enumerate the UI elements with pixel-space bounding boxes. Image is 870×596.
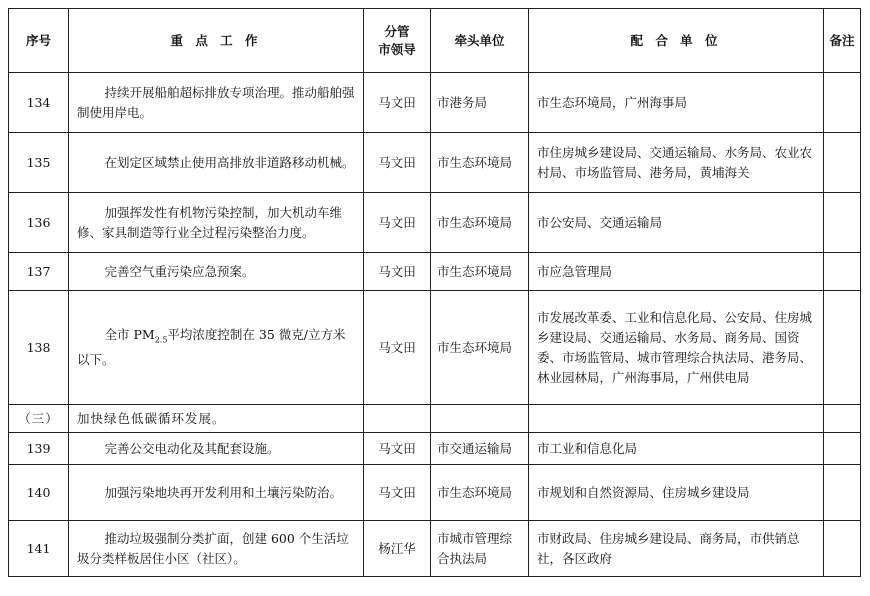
section-empty-cell xyxy=(824,405,861,433)
table-row xyxy=(9,193,861,253)
row-partners: 市工业和信息化局 xyxy=(529,433,824,465)
row-leader: 马文田 xyxy=(364,133,431,193)
row-remarks xyxy=(824,193,861,253)
header-task: 重 点 工 作 xyxy=(69,9,364,73)
table-row xyxy=(9,521,861,577)
section-title: 加快绿色低碳循环发展。 xyxy=(69,405,364,433)
row-remarks xyxy=(824,133,861,193)
row-num: 136 xyxy=(9,193,69,253)
row-task-part-b: 平均浓度控制在 35 微克/立方米以下。 xyxy=(77,326,346,368)
row-remarks xyxy=(824,465,861,521)
header-remarks: 备注 xyxy=(824,9,861,73)
row-lead-unit: 市生态环境局 xyxy=(431,465,529,521)
row-task: 完善公交电动化及其配套设施。 xyxy=(69,433,364,465)
row-lead-unit: 市城市管理综合执法局 xyxy=(431,521,529,577)
row-num: 135 xyxy=(9,133,69,193)
row-num: 137 xyxy=(9,253,69,291)
table-row xyxy=(9,253,861,291)
row-remarks xyxy=(824,253,861,291)
row-partners: 市财政局、住房城乡建设局、商务局，市供销总社，各区政府 xyxy=(529,521,824,577)
row-task: 持续开展船舶超标排放专项治理。推动船舶强制使用岸电。 xyxy=(69,73,364,133)
row-partners: 市发展改革委、工业和信息化局、公安局、住房城乡建设局、交通运输局、水务局、商务局、国资委、市场监管局、城市管理综合执法局、港务局、林业园林局，广州海事局，广州供电局 xyxy=(529,291,824,405)
row-partners: 市生态环境局，广州海事局 xyxy=(529,73,824,133)
row-leader: 马文田 xyxy=(364,291,431,405)
row-remarks xyxy=(824,433,861,465)
section-num: （三） xyxy=(9,405,69,433)
header-partners: 配 合 单 位 xyxy=(529,9,824,73)
table-row xyxy=(9,291,861,405)
section-row xyxy=(9,405,861,433)
table-row xyxy=(9,73,861,133)
row-leader: 马文田 xyxy=(364,465,431,521)
row-lead-unit: 市生态环境局 xyxy=(431,291,529,405)
row-partners: 市应急管理局 xyxy=(529,253,824,291)
header-num: 序号 xyxy=(9,9,69,73)
row-partners: 市规划和自然资源局、住房城乡建设局 xyxy=(529,465,824,521)
row-remarks xyxy=(824,521,861,577)
row-lead-unit: 市生态环境局 xyxy=(431,253,529,291)
pm-subscript: 2.5 xyxy=(154,335,168,345)
row-leader: 马文田 xyxy=(364,193,431,253)
header-lead-unit: 牵头单位 xyxy=(431,9,529,73)
row-lead-unit: 市生态环境局 xyxy=(431,133,529,193)
header-leader-line1: 分管 xyxy=(384,23,410,39)
row-remarks xyxy=(824,291,861,405)
row-leader: 杨江华 xyxy=(364,521,431,577)
row-num: 139 xyxy=(9,433,69,465)
row-task: 完善空气重污染应急预案。 xyxy=(69,253,364,291)
table-row xyxy=(9,433,861,465)
header-leader xyxy=(364,9,431,73)
row-num: 141 xyxy=(9,521,69,577)
row-leader: 马文田 xyxy=(364,253,431,291)
row-task: 在划定区域禁止使用高排放非道路移动机械。 xyxy=(69,133,364,193)
row-partners: 市公安局、交通运输局 xyxy=(529,193,824,253)
section-empty-cell xyxy=(364,405,431,433)
row-task: 推动垃圾强制分类扩面，创建 600 个生活垃圾分类样板居住小区（社区）。 xyxy=(69,521,364,577)
table-row xyxy=(9,465,861,521)
row-task: 加强挥发性有机物污染控制，加大机动车维修、家具制造等行业全过程污染整治力度。 xyxy=(69,193,364,253)
row-lead-unit: 市港务局 xyxy=(431,73,529,133)
task-table-page xyxy=(8,8,861,577)
header-row xyxy=(9,9,861,73)
row-num: 140 xyxy=(9,465,69,521)
section-empty-cell xyxy=(431,405,529,433)
task-table xyxy=(8,8,861,577)
table-row xyxy=(9,133,861,193)
section-empty-cell xyxy=(529,405,824,433)
row-leader: 马文田 xyxy=(364,73,431,133)
row-task-part-a: 全市 PM xyxy=(104,326,155,342)
row-task: 加强污染地块再开发利用和土壤污染防治。 xyxy=(69,465,364,521)
row-num: 138 xyxy=(9,291,69,405)
row-task xyxy=(69,291,364,405)
row-partners: 市住房城乡建设局、交通运输局、水务局、农业农村局、市场监管局、港务局，黄埔海关 xyxy=(529,133,824,193)
row-num: 134 xyxy=(9,73,69,133)
header-leader-line2: 市领导 xyxy=(378,41,416,57)
row-leader: 马文田 xyxy=(364,433,431,465)
row-lead-unit: 市生态环境局 xyxy=(431,193,529,253)
row-remarks xyxy=(824,73,861,133)
row-lead-unit: 市交通运输局 xyxy=(431,433,529,465)
